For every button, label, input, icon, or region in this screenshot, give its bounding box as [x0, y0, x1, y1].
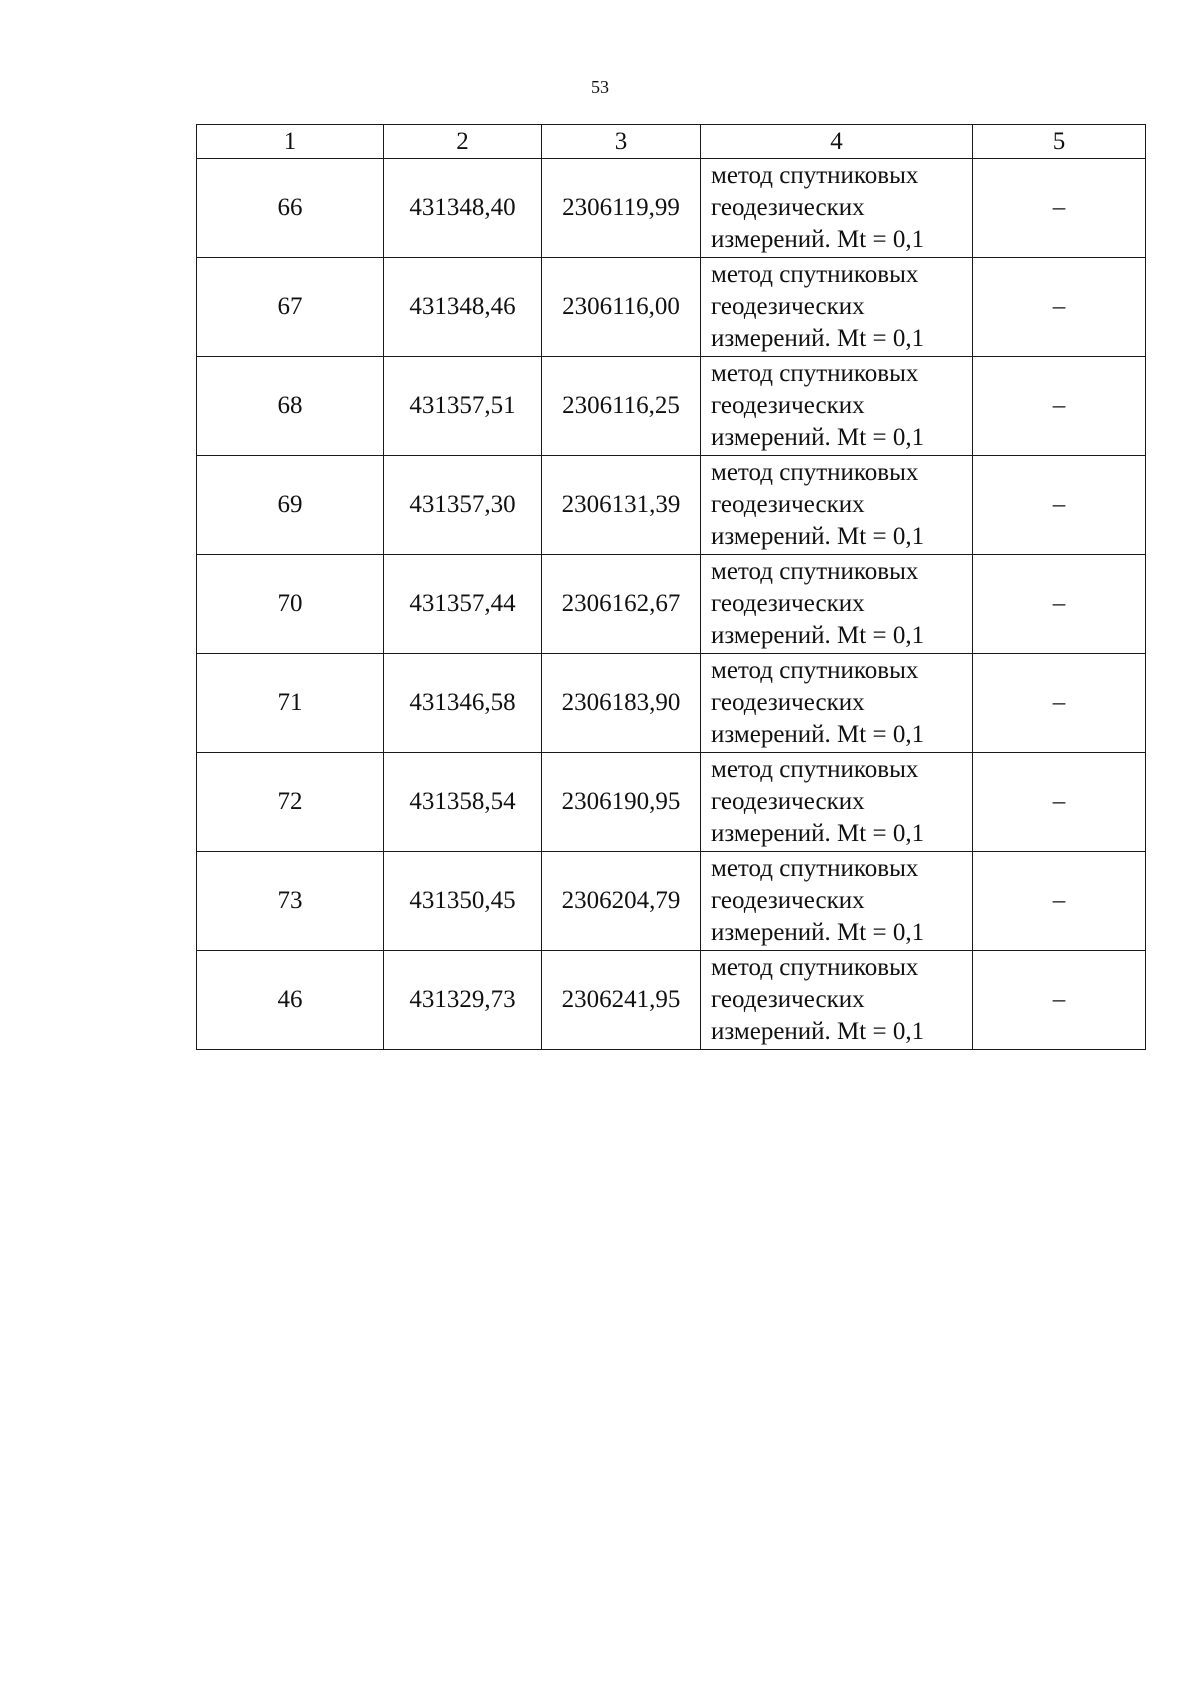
point-number-cell: 69 — [197, 456, 384, 555]
x-coordinate-cell: 431348,46 — [384, 258, 542, 357]
method-line-2: геодезических — [711, 788, 865, 815]
method-cell — [701, 852, 973, 951]
note-cell: – — [973, 159, 1146, 258]
point-number-cell: 72 — [197, 753, 384, 852]
note-cell: – — [973, 753, 1146, 852]
method-cell — [701, 951, 973, 1050]
method-line-1: метод спутниковых — [711, 657, 919, 684]
table-row — [197, 753, 1146, 852]
method-cell — [701, 258, 973, 357]
point-number-cell: 66 — [197, 159, 384, 258]
point-number-cell: 67 — [197, 258, 384, 357]
x-coordinate-cell: 431357,51 — [384, 357, 542, 456]
coordinates-table — [196, 124, 1146, 1050]
column-header-5: 5 — [973, 125, 1146, 159]
method-line-3: измерений. Mt = 0,1 — [711, 424, 925, 451]
x-coordinate-cell: 431357,44 — [384, 555, 542, 654]
x-coordinate-cell: 431329,73 — [384, 951, 542, 1050]
x-coordinate-cell: 431346,58 — [384, 654, 542, 753]
table-row — [197, 951, 1146, 1050]
point-number-cell: 68 — [197, 357, 384, 456]
method-line-2: геодезических — [711, 887, 865, 914]
y-coordinate-cell: 2306241,95 — [542, 951, 701, 1050]
method-line-3: измерений. Mt = 0,1 — [711, 325, 925, 352]
method-cell — [701, 159, 973, 258]
method-cell — [701, 654, 973, 753]
column-header-3: 3 — [542, 125, 701, 159]
table-row — [197, 357, 1146, 456]
table-row — [197, 852, 1146, 951]
note-cell: – — [973, 357, 1146, 456]
method-line-3: измерений. Mt = 0,1 — [711, 622, 925, 649]
x-coordinate-cell: 431350,45 — [384, 852, 542, 951]
method-line-2: геодезических — [711, 392, 865, 419]
point-number-cell: 73 — [197, 852, 384, 951]
y-coordinate-cell: 2306131,39 — [542, 456, 701, 555]
method-line-1: метод спутниковых — [711, 756, 919, 783]
x-coordinate-cell: 431357,30 — [384, 456, 542, 555]
table-row — [197, 654, 1146, 753]
method-line-1: метод спутниковых — [711, 459, 919, 486]
table-row — [197, 258, 1146, 357]
method-line-3: измерений. Mt = 0,1 — [711, 721, 925, 748]
x-coordinate-cell: 431358,54 — [384, 753, 542, 852]
table-row — [197, 555, 1146, 654]
method-cell — [701, 456, 973, 555]
note-cell: – — [973, 555, 1146, 654]
method-line-2: геодезических — [711, 293, 865, 320]
header-row — [197, 125, 1146, 159]
y-coordinate-cell: 2306116,25 — [542, 357, 701, 456]
method-line-2: геодезических — [711, 689, 865, 716]
method-line-2: геодезических — [711, 986, 865, 1013]
column-header-1: 1 — [197, 125, 384, 159]
method-line-1: метод спутниковых — [711, 261, 919, 288]
column-header-2: 2 — [384, 125, 542, 159]
method-line-3: измерений. Mt = 0,1 — [711, 820, 925, 847]
point-number-cell: 46 — [197, 951, 384, 1050]
y-coordinate-cell: 2306116,00 — [542, 258, 701, 357]
method-line-2: геодезических — [711, 590, 865, 617]
method-line-3: измерений. Mt = 0,1 — [711, 523, 925, 550]
note-cell: – — [973, 258, 1146, 357]
y-coordinate-cell: 2306190,95 — [542, 753, 701, 852]
method-line-1: метод спутниковых — [711, 558, 919, 585]
y-coordinate-cell: 2306119,99 — [542, 159, 701, 258]
method-line-2: геодезических — [711, 491, 865, 518]
method-line-1: метод спутниковых — [711, 360, 919, 387]
note-cell: – — [973, 852, 1146, 951]
point-number-cell: 70 — [197, 555, 384, 654]
note-cell: – — [973, 951, 1146, 1050]
y-coordinate-cell: 2306204,79 — [542, 852, 701, 951]
y-coordinate-cell: 2306162,67 — [542, 555, 701, 654]
column-header-4: 4 — [701, 125, 973, 159]
x-coordinate-cell: 431348,40 — [384, 159, 542, 258]
method-cell — [701, 753, 973, 852]
method-line-3: измерений. Mt = 0,1 — [711, 226, 925, 253]
method-cell — [701, 555, 973, 654]
method-line-3: измерений. Mt = 0,1 — [711, 1018, 925, 1045]
note-cell: – — [973, 654, 1146, 753]
method-line-3: измерений. Mt = 0,1 — [711, 919, 925, 946]
note-cell: – — [973, 456, 1146, 555]
table-body — [197, 159, 1146, 1050]
method-cell — [701, 357, 973, 456]
y-coordinate-cell: 2306183,90 — [542, 654, 701, 753]
table-row — [197, 159, 1146, 258]
table-row — [197, 456, 1146, 555]
method-line-2: геодезических — [711, 194, 865, 221]
method-line-1: метод спутниковых — [711, 954, 919, 981]
method-line-1: метод спутниковых — [711, 855, 919, 882]
point-number-cell: 71 — [197, 654, 384, 753]
page-number: 53 — [591, 77, 609, 97]
method-line-1: метод спутниковых — [711, 162, 919, 189]
table-header — [197, 125, 1146, 159]
